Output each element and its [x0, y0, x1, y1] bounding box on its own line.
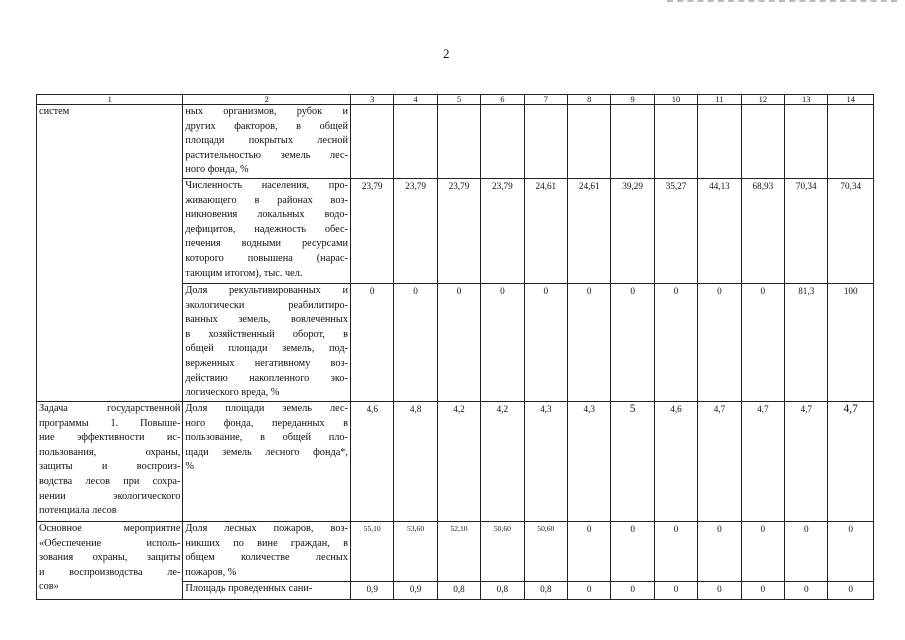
indicator-line: которого повышена (нарас-	[185, 252, 348, 264]
value-cell	[568, 105, 611, 179]
indicator-line: никших по вине граждан, в	[185, 537, 348, 549]
task-line: Задача государственной	[39, 402, 181, 414]
column-number-cell: 7	[524, 95, 567, 105]
value-cell: 0	[437, 283, 480, 401]
column-number-cell: 13	[785, 95, 828, 105]
value-cell: 0	[611, 521, 654, 581]
indicator-line: пожаров, %	[185, 566, 237, 578]
value-cell	[654, 105, 697, 179]
table-body	[37, 95, 874, 600]
indicator-line: экологически реабилитиро-	[185, 299, 348, 311]
value-cell: 0	[741, 283, 784, 401]
value-cell: 0	[611, 283, 654, 401]
value-cell: 70,34	[828, 178, 874, 283]
indicator-line: действию накопленного эко-	[185, 372, 348, 384]
indicator-line: Доля площади земель лес-	[185, 402, 348, 414]
value-cell: 4,7	[785, 401, 828, 521]
value-cell	[611, 105, 654, 179]
task-line: зования охраны, защиты	[39, 552, 181, 564]
value-cell: 4,6	[654, 401, 697, 521]
value-cell: 5	[611, 401, 654, 521]
indicator-line: %	[185, 461, 194, 473]
value-cell	[481, 105, 524, 179]
value-cell: 52,10	[437, 521, 480, 581]
value-cell: 0	[698, 581, 741, 599]
value-cell: 70,34	[785, 178, 828, 283]
task-line: защиты и воспроиз-	[39, 461, 181, 473]
column-number-cell: 11	[698, 95, 741, 105]
indicator-cell	[183, 105, 351, 179]
indicator-cell	[183, 581, 351, 599]
value-cell: 4,3	[568, 401, 611, 521]
task-line: и воспроизводства ле-	[39, 566, 181, 578]
value-cell: 0	[394, 283, 437, 401]
value-cell: 50,60	[524, 521, 567, 581]
value-cell: 0	[828, 581, 874, 599]
column-number-cell: 6	[481, 95, 524, 105]
task-line: систем	[39, 106, 70, 117]
value-cell: 0,8	[524, 581, 567, 599]
indicator-line: тающим итогом), тыс. чел.	[185, 267, 303, 279]
indicator-line: Численность населения, про-	[185, 179, 348, 191]
value-cell: 4,7	[698, 401, 741, 521]
indicator-cell	[183, 178, 351, 283]
task-cell	[37, 105, 183, 402]
value-cell: 24,61	[524, 178, 567, 283]
table-row	[37, 105, 874, 179]
value-cell: 23,79	[350, 178, 393, 283]
task-line: сов»	[39, 581, 59, 593]
value-cell: 81,3	[785, 283, 828, 401]
indicator-line: щади земель лесного фонда*,	[185, 446, 348, 458]
table-row	[37, 521, 874, 581]
value-cell: 44,13	[698, 178, 741, 283]
value-cell: 0	[568, 521, 611, 581]
value-cell	[741, 105, 784, 179]
value-cell: 0	[698, 521, 741, 581]
indicator-cell	[183, 401, 351, 521]
page-number: 2	[443, 46, 450, 61]
value-cell	[437, 105, 480, 179]
value-cell: 0	[654, 283, 697, 401]
value-cell: 0	[611, 581, 654, 599]
task-cell	[37, 521, 183, 599]
value-cell: 4,3	[524, 401, 567, 521]
column-number-cell: 8	[568, 95, 611, 105]
indicator-line: Площадь проведенных сани-	[185, 582, 313, 594]
column-number-cell: 3	[350, 95, 393, 105]
value-cell: 4,2	[437, 401, 480, 521]
indicator-line: никновения локальных водо-	[185, 209, 348, 221]
value-cell	[350, 105, 393, 179]
indicator-line: общей площади земель, под-	[185, 343, 348, 355]
value-cell: 0	[785, 581, 828, 599]
indicator-line: Доля лесных пожаров, воз-	[185, 522, 348, 534]
indicator-line: живающего в районах воз-	[185, 194, 348, 206]
value-cell: 0	[828, 521, 874, 581]
task-cell	[37, 401, 183, 521]
scan-artifact-dashes	[667, 0, 897, 4]
value-cell: 0	[654, 521, 697, 581]
value-cell: 35,27	[654, 178, 697, 283]
value-cell: 0	[568, 581, 611, 599]
value-cell	[828, 105, 874, 179]
value-cell	[524, 105, 567, 179]
value-cell: 23,79	[437, 178, 480, 283]
indicator-line: ного фонда, %	[185, 164, 249, 176]
column-number-cell: 4	[394, 95, 437, 105]
indicator-line: печения водными ресурсами	[185, 238, 348, 250]
value-cell: 53,60	[394, 521, 437, 581]
indicator-line: ванных земель, вовлеченных	[185, 314, 348, 326]
value-cell: 50,60	[481, 521, 524, 581]
column-number-cell: 9	[611, 95, 654, 105]
indicator-line: площади покрытых лесной	[185, 135, 348, 147]
task-line: потенциала лесов	[39, 505, 117, 517]
value-cell: 0	[481, 283, 524, 401]
indicator-line: логического вреда, %	[185, 387, 280, 399]
value-cell	[785, 105, 828, 179]
task-line: программы 1. Повыше-	[39, 417, 181, 429]
value-cell: 4,7	[741, 401, 784, 521]
value-cell: 39,29	[611, 178, 654, 283]
value-cell: 4,8	[394, 401, 437, 521]
value-cell: 0	[698, 283, 741, 401]
column-number-cell: 10	[654, 95, 697, 105]
indicator-line: пользование, в общей пло-	[185, 432, 348, 444]
value-cell: 0	[568, 283, 611, 401]
value-cell: 55,10	[350, 521, 393, 581]
indicator-line: ного фонда, переданных в	[185, 417, 348, 429]
task-line: «Обеспечение исполь-	[39, 537, 181, 549]
indicator-line: растительностью земель лес-	[185, 149, 348, 161]
task-line: нении экологического	[39, 490, 181, 502]
task-line: Основное мероприятие	[39, 522, 181, 534]
value-cell: 23,79	[394, 178, 437, 283]
task-line: ние эффективности ис-	[39, 432, 181, 444]
value-cell: 4,7	[828, 401, 874, 521]
value-cell: 0,8	[481, 581, 524, 599]
task-line: водства лесов при сохра-	[39, 475, 181, 487]
column-number-header	[37, 95, 874, 105]
indicator-cell	[183, 283, 351, 401]
value-cell: 23,79	[481, 178, 524, 283]
value-cell	[698, 105, 741, 179]
value-cell: 0,8	[437, 581, 480, 599]
value-cell: 0	[741, 581, 784, 599]
indicator-line: Доля рекультивированных и	[185, 284, 348, 296]
value-cell: 100	[828, 283, 874, 401]
indicator-cell	[183, 521, 351, 581]
indicators-table	[36, 94, 874, 600]
value-cell: 0	[654, 581, 697, 599]
column-number-cell: 12	[741, 95, 784, 105]
indicator-line: общем количестве лесных	[185, 552, 348, 564]
value-cell: 68,93	[741, 178, 784, 283]
value-cell: 0	[350, 283, 393, 401]
column-number-cell: 2	[183, 95, 351, 105]
value-cell	[394, 105, 437, 179]
indicator-line: в хозяйственный оборот, в	[185, 328, 348, 340]
column-number-cell: 1	[37, 95, 183, 105]
value-cell: 0	[741, 521, 784, 581]
indicator-line: других факторов, в общей	[185, 120, 348, 132]
value-cell: 4,6	[350, 401, 393, 521]
task-line: пользования, охраны,	[39, 446, 181, 458]
indicator-line: верженных негативному воз-	[185, 357, 348, 369]
value-cell: 0,9	[350, 581, 393, 599]
value-cell: 0	[524, 283, 567, 401]
value-cell: 0	[785, 521, 828, 581]
column-number-cell: 5	[437, 95, 480, 105]
value-cell: 0,9	[394, 581, 437, 599]
table-row	[37, 401, 874, 521]
indicator-line: ных организмов, рубок и	[185, 106, 348, 117]
value-cell: 4,2	[481, 401, 524, 521]
column-number-cell: 14	[828, 95, 874, 105]
indicator-line: дефицитов, надежность обес-	[185, 223, 348, 235]
value-cell: 24,61	[568, 178, 611, 283]
